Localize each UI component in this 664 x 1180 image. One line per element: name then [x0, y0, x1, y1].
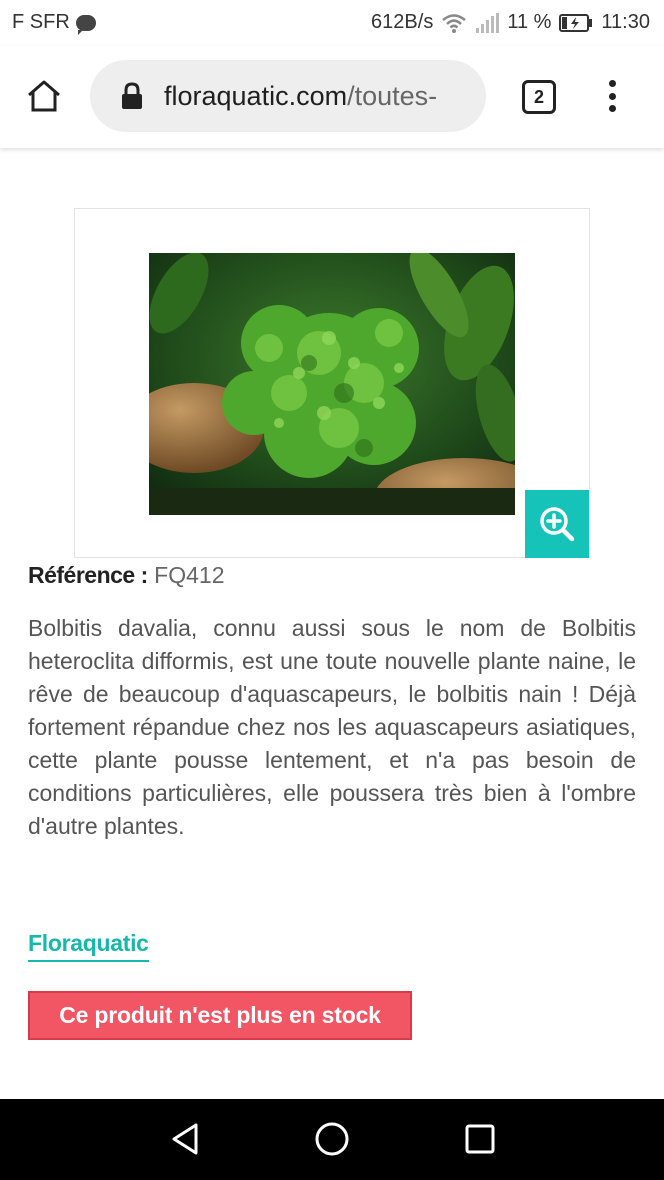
- clock: 11:30: [601, 11, 650, 33]
- system-nav-bar: [0, 1099, 664, 1180]
- product-description: Bolbitis davalia, connu aussi sous le nom de Bolbitis heteroclita difformis, est une toute nouvelle plante naine, le rêve de beaucoup d'aquascapeurs, le bolbitis nain ! Déjà fortement répandue chez nos les aquascapeurs asiatiques, cette plante pousse lentement, et n'a pas besoin de conditions particulières, elle poussera très bien à l'ombre d'autre plantes.: [28, 615, 636, 839]
- lock-icon: [120, 82, 144, 110]
- menu-dot: [609, 80, 616, 87]
- menu-dot: [609, 93, 616, 100]
- network-speed: 612B/s: [371, 11, 434, 33]
- address-bar[interactable]: [90, 60, 486, 132]
- tab-count: 2: [533, 86, 544, 107]
- brand-link[interactable]: Floraquatic: [28, 930, 149, 962]
- home-circle-icon[interactable]: [314, 1121, 350, 1157]
- product-photo[interactable]: [149, 253, 515, 515]
- signal-icon: [475, 13, 499, 33]
- browser-toolbar: [0, 46, 664, 148]
- more-vert-icon[interactable]: [600, 76, 624, 116]
- menu-dot: [609, 105, 616, 112]
- battery-charging-icon: [559, 14, 593, 32]
- product-image-frame: [74, 208, 590, 558]
- reference-label: Référence :: [28, 562, 148, 588]
- home-button[interactable]: [22, 76, 66, 116]
- carrier-label: F SFR: [12, 11, 70, 33]
- home-icon: [26, 79, 62, 113]
- url-path: /toutes-: [347, 80, 438, 111]
- status-bar: [0, 0, 664, 46]
- reference-value: FQ412: [154, 562, 225, 588]
- product-reference: [28, 562, 225, 589]
- zoom-in-icon: [539, 506, 575, 542]
- aquarium-plant-image: [149, 253, 515, 515]
- wifi-icon: [441, 13, 467, 33]
- out-of-stock-badge: Ce produit n'est plus en stock: [28, 991, 412, 1040]
- battery-percent: 11 %: [507, 11, 552, 33]
- url-text: [164, 81, 437, 112]
- recent-apps-icon[interactable]: [464, 1123, 496, 1155]
- back-icon[interactable]: [168, 1121, 202, 1157]
- zoom-button[interactable]: [525, 490, 589, 558]
- chat-icon: [76, 15, 96, 31]
- tabs-icon[interactable]: [522, 80, 556, 114]
- url-host: floraquatic.com: [164, 80, 348, 111]
